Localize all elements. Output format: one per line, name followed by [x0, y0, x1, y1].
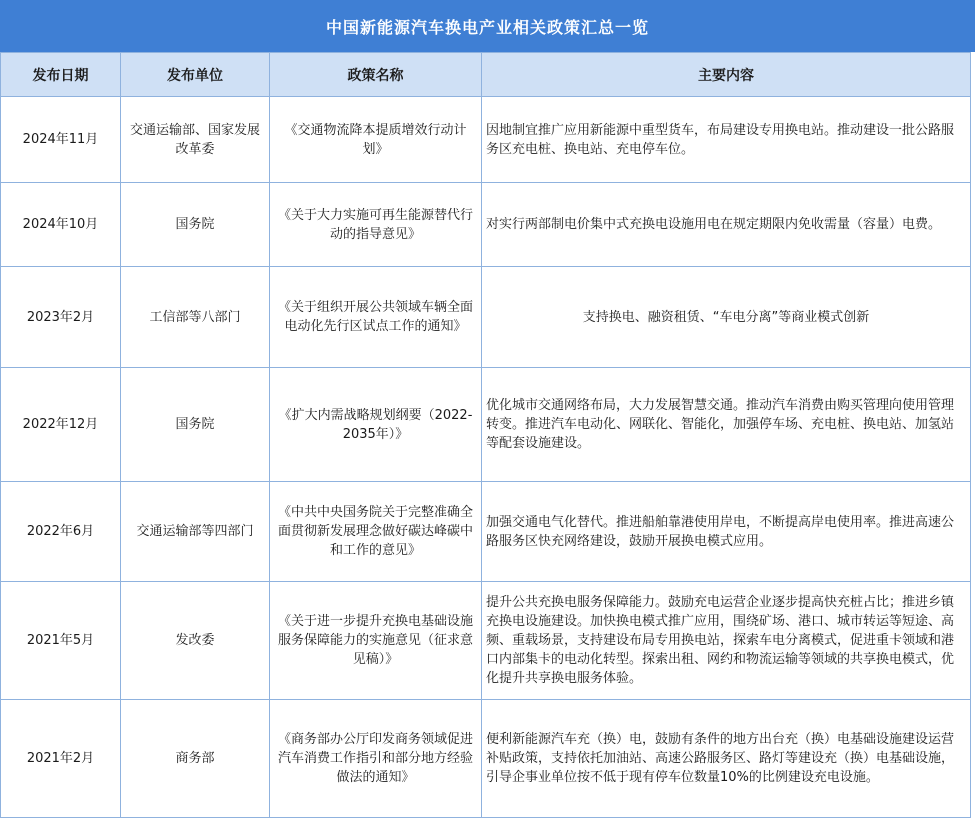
- table-row: [1, 368, 971, 482]
- cell-content: 加强交通电气化替代。推进船舶靠港使用岸电，不断提高岸电使用率。推进高速公路服务区快充网络建设，鼓励开展换电模式应用。: [482, 482, 971, 582]
- table-row: [1, 700, 971, 818]
- cell-policy-name: 《交通物流降本提质增效行动计划》: [270, 97, 482, 183]
- policy-table: [0, 52, 971, 818]
- table-title: 中国新能源汽车换电产业相关政策汇总一览: [0, 0, 975, 52]
- cell-content: 便利新能源汽车充（换）电，鼓励有条件的地方出台充（换）电基础设施建设运营补贴政策，支持依托加油站、高速公路服务区、路灯等建设充（换）电基础设施，引导企事业单位按不低于现有停车位数量10%的比例建设充电设施。: [482, 700, 971, 818]
- cell-unit: 国务院: [121, 183, 270, 267]
- table-row: [1, 183, 971, 267]
- cell-unit: 工信部等八部门: [121, 267, 270, 368]
- header-main-content: 主要内容: [482, 53, 971, 97]
- header-date: 发布日期: [1, 53, 121, 97]
- cell-policy-name: 《商务部办公厅印发商务领域促进汽车消费工作指引和部分地方经验做法的通知》: [270, 700, 482, 818]
- cell-content: 因地制宜推广应用新能源中重型货车，布局建设专用换电站。推动建设一批公路服务区充电桩、换电站、充电停车位。: [482, 97, 971, 183]
- cell-content: 优化城市交通网络布局，大力发展智慧交通。推动汽车消费由购买管理向使用管理转变。推进汽车电动化、网联化、智能化，加强停车场、充电桩、换电站、加氢站等配套设施建设。: [482, 368, 971, 482]
- cell-policy-name: 《扩大内需战略规划纲要（2022-2035年）》: [270, 368, 482, 482]
- cell-unit: 商务部: [121, 700, 270, 818]
- cell-unit: 发改委: [121, 582, 270, 700]
- cell-date: 2023年2月: [1, 267, 121, 368]
- cell-date: 2021年2月: [1, 700, 121, 818]
- cell-content: 对实行两部制电价集中式充换电设施用电在规定期限内免收需量（容量）电费。: [482, 183, 971, 267]
- cell-date: 2021年5月: [1, 582, 121, 700]
- cell-unit: 交通运输部、国家发展改革委: [121, 97, 270, 183]
- cell-policy-name: 《中共中央国务院关于完整准确全面贯彻新发展理念做好碳达峰碳中和工作的意见》: [270, 482, 482, 582]
- cell-policy-name: 《关于组织开展公共领域车辆全面电动化先行区试点工作的通知》: [270, 267, 482, 368]
- cell-date: 2022年12月: [1, 368, 121, 482]
- table-row: [1, 482, 971, 582]
- cell-content: 支持换电、融资租赁、“车电分离”等商业模式创新: [482, 267, 971, 368]
- cell-date: 2024年11月: [1, 97, 121, 183]
- cell-policy-name: 《关于进一步提升充换电基础设施服务保障能力的实施意见（征求意见稿）》: [270, 582, 482, 700]
- table-row: [1, 582, 971, 700]
- cell-date: 2022年6月: [1, 482, 121, 582]
- table-row: [1, 267, 971, 368]
- cell-content: 提升公共充换电服务保障能力。鼓励充电运营企业逐步提高快充桩占比；推进乡镇充换电设施建设。加快换电模式推广应用，围绕矿场、港口、城市转运等短途、高频、重载场景，支持建设布局专用换电站，探索车电分离模式，促进重卡领域和港口内部集卡的电动化转型。探索出租、网约和物流运输等领域的共享换电模式，优化提升共享换电服务体验。: [482, 582, 971, 700]
- cell-unit: 交通运输部等四部门: [121, 482, 270, 582]
- header-policy-name: 政策名称: [270, 53, 482, 97]
- header-row: [1, 53, 971, 97]
- table-row: [1, 97, 971, 183]
- cell-unit: 国务院: [121, 368, 270, 482]
- cell-policy-name: 《关于大力实施可再生能源替代行动的指导意见》: [270, 183, 482, 267]
- cell-date: 2024年10月: [1, 183, 121, 267]
- header-unit: 发布单位: [121, 53, 270, 97]
